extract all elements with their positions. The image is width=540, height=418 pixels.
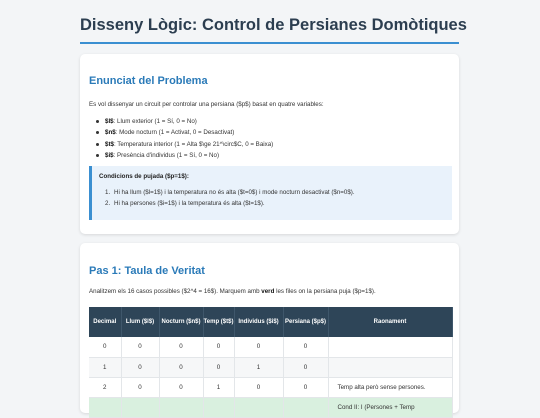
variable-symbol: $t$	[105, 140, 114, 148]
table-cell	[203, 397, 234, 417]
table-cell: 0	[234, 337, 283, 357]
table-cell: 0	[121, 377, 159, 397]
table-cell: 1	[89, 357, 121, 377]
conditions-box	[89, 166, 452, 220]
truth-table-heading: Pas 1: Taula de Veritat	[89, 265, 205, 277]
table-cell: 0	[283, 357, 328, 377]
variable-item	[96, 139, 273, 150]
conditions-title: Condicions de pujada ($p=1$):	[99, 173, 189, 180]
truth-table	[89, 307, 453, 418]
problem-intro: Es vol dissenyar un circuit per controlar una persiana ($p$) basat en quatre variables:	[89, 101, 324, 108]
reasoning-cell	[328, 337, 452, 357]
problem-heading: Enunciat del Problema	[89, 75, 208, 87]
bullet-icon	[96, 143, 99, 146]
column-header: Nocturn ($n$)	[159, 307, 203, 337]
intro-text: les files on la persiana puja ($p=1$).	[274, 288, 376, 295]
column-header: Llum ($l$)	[121, 307, 159, 337]
condition-number: 1.	[105, 189, 111, 196]
table-cell: 0	[234, 377, 283, 397]
bullet-icon	[96, 120, 99, 123]
reasoning-cell: Temp alta però sense persones.	[328, 377, 452, 397]
truth-table-card	[80, 243, 459, 413]
table-header-row	[89, 307, 452, 337]
bullet-icon	[96, 131, 99, 134]
table-cell	[234, 397, 283, 417]
table-cell: 0	[89, 337, 121, 357]
truth-table-intro	[89, 288, 376, 295]
table-cell: 1	[203, 377, 234, 397]
column-header: Decimal	[89, 307, 121, 337]
column-header: Individus ($i$)	[234, 307, 283, 337]
condition-item	[105, 187, 355, 198]
title-divider	[80, 42, 459, 44]
table-cell: 0	[203, 337, 234, 357]
variable-description: : Llum exterior (1 = Sí, 0 = No)	[113, 118, 197, 125]
problem-card	[80, 54, 459, 234]
variable-description: : Presència d'individus (1 = Sí, 0 = No)	[113, 151, 219, 159]
bullet-icon	[96, 154, 99, 157]
column-header: Persiana ($p$)	[283, 307, 328, 337]
table-row	[89, 357, 452, 377]
table-cell: 0	[121, 357, 159, 377]
intro-text: Analitzem els 16 casos possibles ($2^4 = 16$). Marquem amb	[89, 288, 262, 295]
variable-item	[96, 150, 273, 161]
table-row	[89, 337, 452, 357]
table-row	[89, 377, 452, 397]
intro-bold-word: verd	[261, 288, 275, 295]
variable-description: : Temperatura interior (1 = Alta $\ge 21^\circ$C, 0 = Baixa)	[113, 140, 274, 148]
condition-text: Hi ha llum ($l=1$) i la temperatura no és alta ($t=0$) i mode nocturn desactivat ($n=0$).	[114, 189, 355, 196]
variable-symbol: $i$	[105, 151, 114, 159]
condition-item	[105, 198, 355, 209]
table-cell: 0	[159, 377, 203, 397]
table-cell: 0	[121, 337, 159, 357]
table-cell	[89, 397, 121, 417]
table-cell: 0	[159, 357, 203, 377]
condition-number: 2.	[105, 200, 111, 208]
column-header: Raonament	[328, 307, 452, 337]
table-cell	[283, 397, 328, 417]
table-cell: 0	[283, 337, 328, 357]
conditions-list	[105, 187, 355, 210]
condition-text: Hi ha persones ($i=1$) i la temperatura és alta ($t=1$).	[114, 200, 265, 208]
table-row-highlighted	[89, 397, 452, 417]
table-cell: 0	[283, 377, 328, 397]
variable-item	[96, 127, 273, 138]
table-cell: 2	[89, 377, 121, 397]
reasoning-cell	[328, 357, 452, 377]
column-header: Temp ($t$)	[203, 307, 234, 337]
page-title: Disseny Lògic: Control de Persianes Domòtiques	[80, 16, 467, 34]
variable-symbol: $l$	[105, 118, 114, 125]
table-cell	[121, 397, 159, 417]
reasoning-cell: Cond II: I (Persones + Temp	[328, 397, 452, 417]
variable-symbol: $n$	[105, 129, 116, 137]
table-cell: 0	[159, 337, 203, 357]
variable-list	[96, 116, 273, 161]
table-cell: 0	[203, 357, 234, 377]
variable-description: : Mode nocturn (1 = Activat, 0 = Desactivat)	[115, 129, 235, 137]
table-cell: 1	[234, 357, 283, 377]
table-cell	[159, 397, 203, 417]
variable-item	[96, 116, 273, 127]
